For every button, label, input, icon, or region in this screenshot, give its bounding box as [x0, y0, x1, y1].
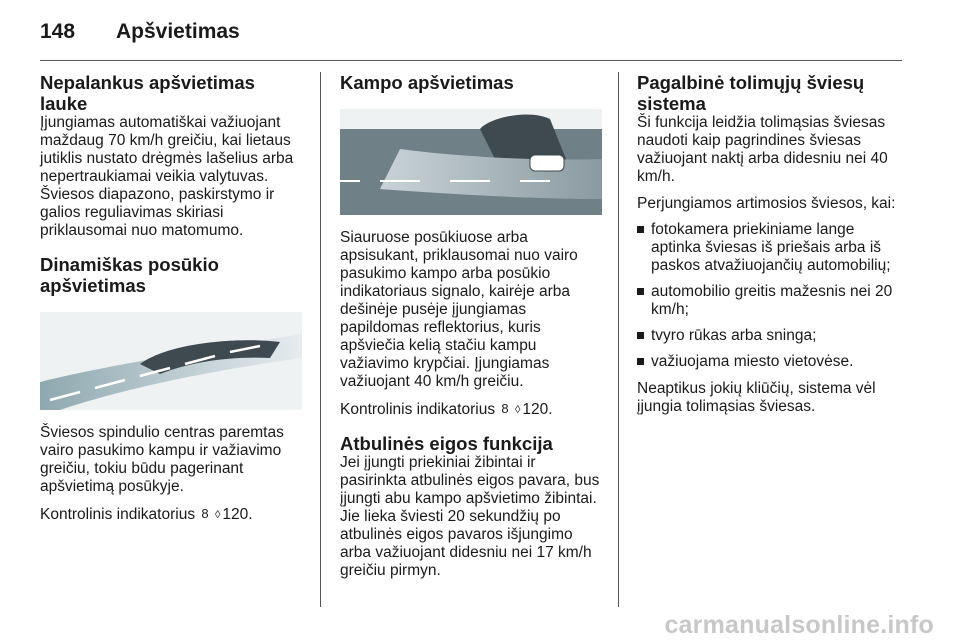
- indicator-line-1: Kontrolinis indikatorius 8 ◊ 120.: [40, 506, 253, 523]
- heading-high-beam-assist: Pagalbinė tolimųjų šviesų sistema: [637, 72, 865, 114]
- watermark: carmanualsonline.info: [664, 611, 934, 639]
- column-divider-1: [320, 72, 321, 607]
- heading-adverse-weather-light: Nepalankus apšvietimas lauke: [40, 72, 255, 114]
- bending-light-indicator-icon: 8: [201, 506, 209, 521]
- dynamic-bending-light-illustration: [40, 312, 302, 410]
- list-item: fotokamera priekiniame lange aptinka šviesas iš priešais arba iš paskos atvažiuojančių automobilių;: [637, 221, 903, 275]
- condition-list: [637, 221, 903, 371]
- list-item: automobilio greitis mažesnis nei 20 km/h;: [637, 283, 903, 319]
- column-2: [340, 72, 606, 580]
- indicator-line-2: Kontrolinis indikatorius 8 ◊ 120.: [340, 401, 553, 418]
- page-reference[interactable]: 120.: [222, 506, 253, 523]
- cornering-light-illustration: [340, 109, 602, 215]
- paragraph-switch-condition: Perjungiamos artimosios šviesos, kai:: [637, 195, 896, 212]
- column-3: [637, 72, 903, 416]
- column-divider-2: [618, 72, 619, 607]
- paragraph-reverse-function: Jei įjungti priekiniai žibintai ir pasirinkta atbulinės eigos pavara, bus įjungti abu kampo apšvietimo žibintai. Jie lieka šviesti 20 sekundžių po atbulinės eigos pavaros išjungimo arba važiuojant didesniu nei 17 km/h greičiu pirmyn.: [340, 454, 600, 579]
- paragraph-adverse-weather: Įjungiamas automatiškai važiuojant maždaug 70 km/h greičiu, kai lietaus jutiklis nustato drėgmės lašelius arba nepertraukiamai veikia valytuvas. Šviesos diapazono, paskirstymo ir galios reguliavimas skiriasi priklausomai nuo matomumo.: [40, 114, 294, 239]
- header-rule: [40, 60, 902, 61]
- page-number: 148: [40, 20, 76, 43]
- paragraph-high-beam-intro: Ši funkcija leidžia tolimąsias šviesas naudoti kaip pagrindines šviesas važiuojant naktį arba didesniu nei 40 km/h.: [637, 114, 888, 185]
- paragraph-high-beam-resume: Neaptikus jokių kliūčių, sistema vėl įjungia tolimąsias šviesas.: [637, 380, 876, 415]
- page-header: [40, 20, 240, 44]
- list-item: važiuojama miesto vietovėse.: [637, 353, 903, 371]
- paragraph-dynamic-bending: Šviesos spindulio centras paremtas vairo pasukimo kampu ir važiavimo greičiu, tokiu būdu pagerinant apšvietimą posūkyje.: [40, 424, 284, 495]
- heading-dynamic-bending-light: Dinamiškas posūkio apšvietimas: [40, 254, 219, 296]
- paragraph-cornering: Siauruose posūkiuose arba apsisukant, priklausomai nuo vairo pasukimo kampo arba posūkio indikatoriaus signalo, kairėje arba dešinėje pusėje įjungiamas papildomas reflektorius, kuris apšviečia kelią stačiu kampu važiavimo krypčiai. Įjungiamas važiuojant 40 km/h greičiu.: [340, 229, 578, 390]
- page-reference-icon: ◊: [214, 509, 221, 521]
- heading-cornering-light: Kampo apšvietimas: [340, 72, 514, 93]
- cornering-light-indicator-icon: 8: [501, 401, 509, 416]
- heading-reverse-function: Atbulinės eigos funkcija: [340, 433, 553, 454]
- page-reference-icon: ◊: [514, 404, 521, 416]
- column-1: [40, 72, 306, 524]
- page-title: Apšvietimas: [116, 20, 240, 43]
- list-item: tvyro rūkas arba sninga;: [637, 327, 903, 345]
- page-reference[interactable]: 120.: [522, 401, 553, 418]
